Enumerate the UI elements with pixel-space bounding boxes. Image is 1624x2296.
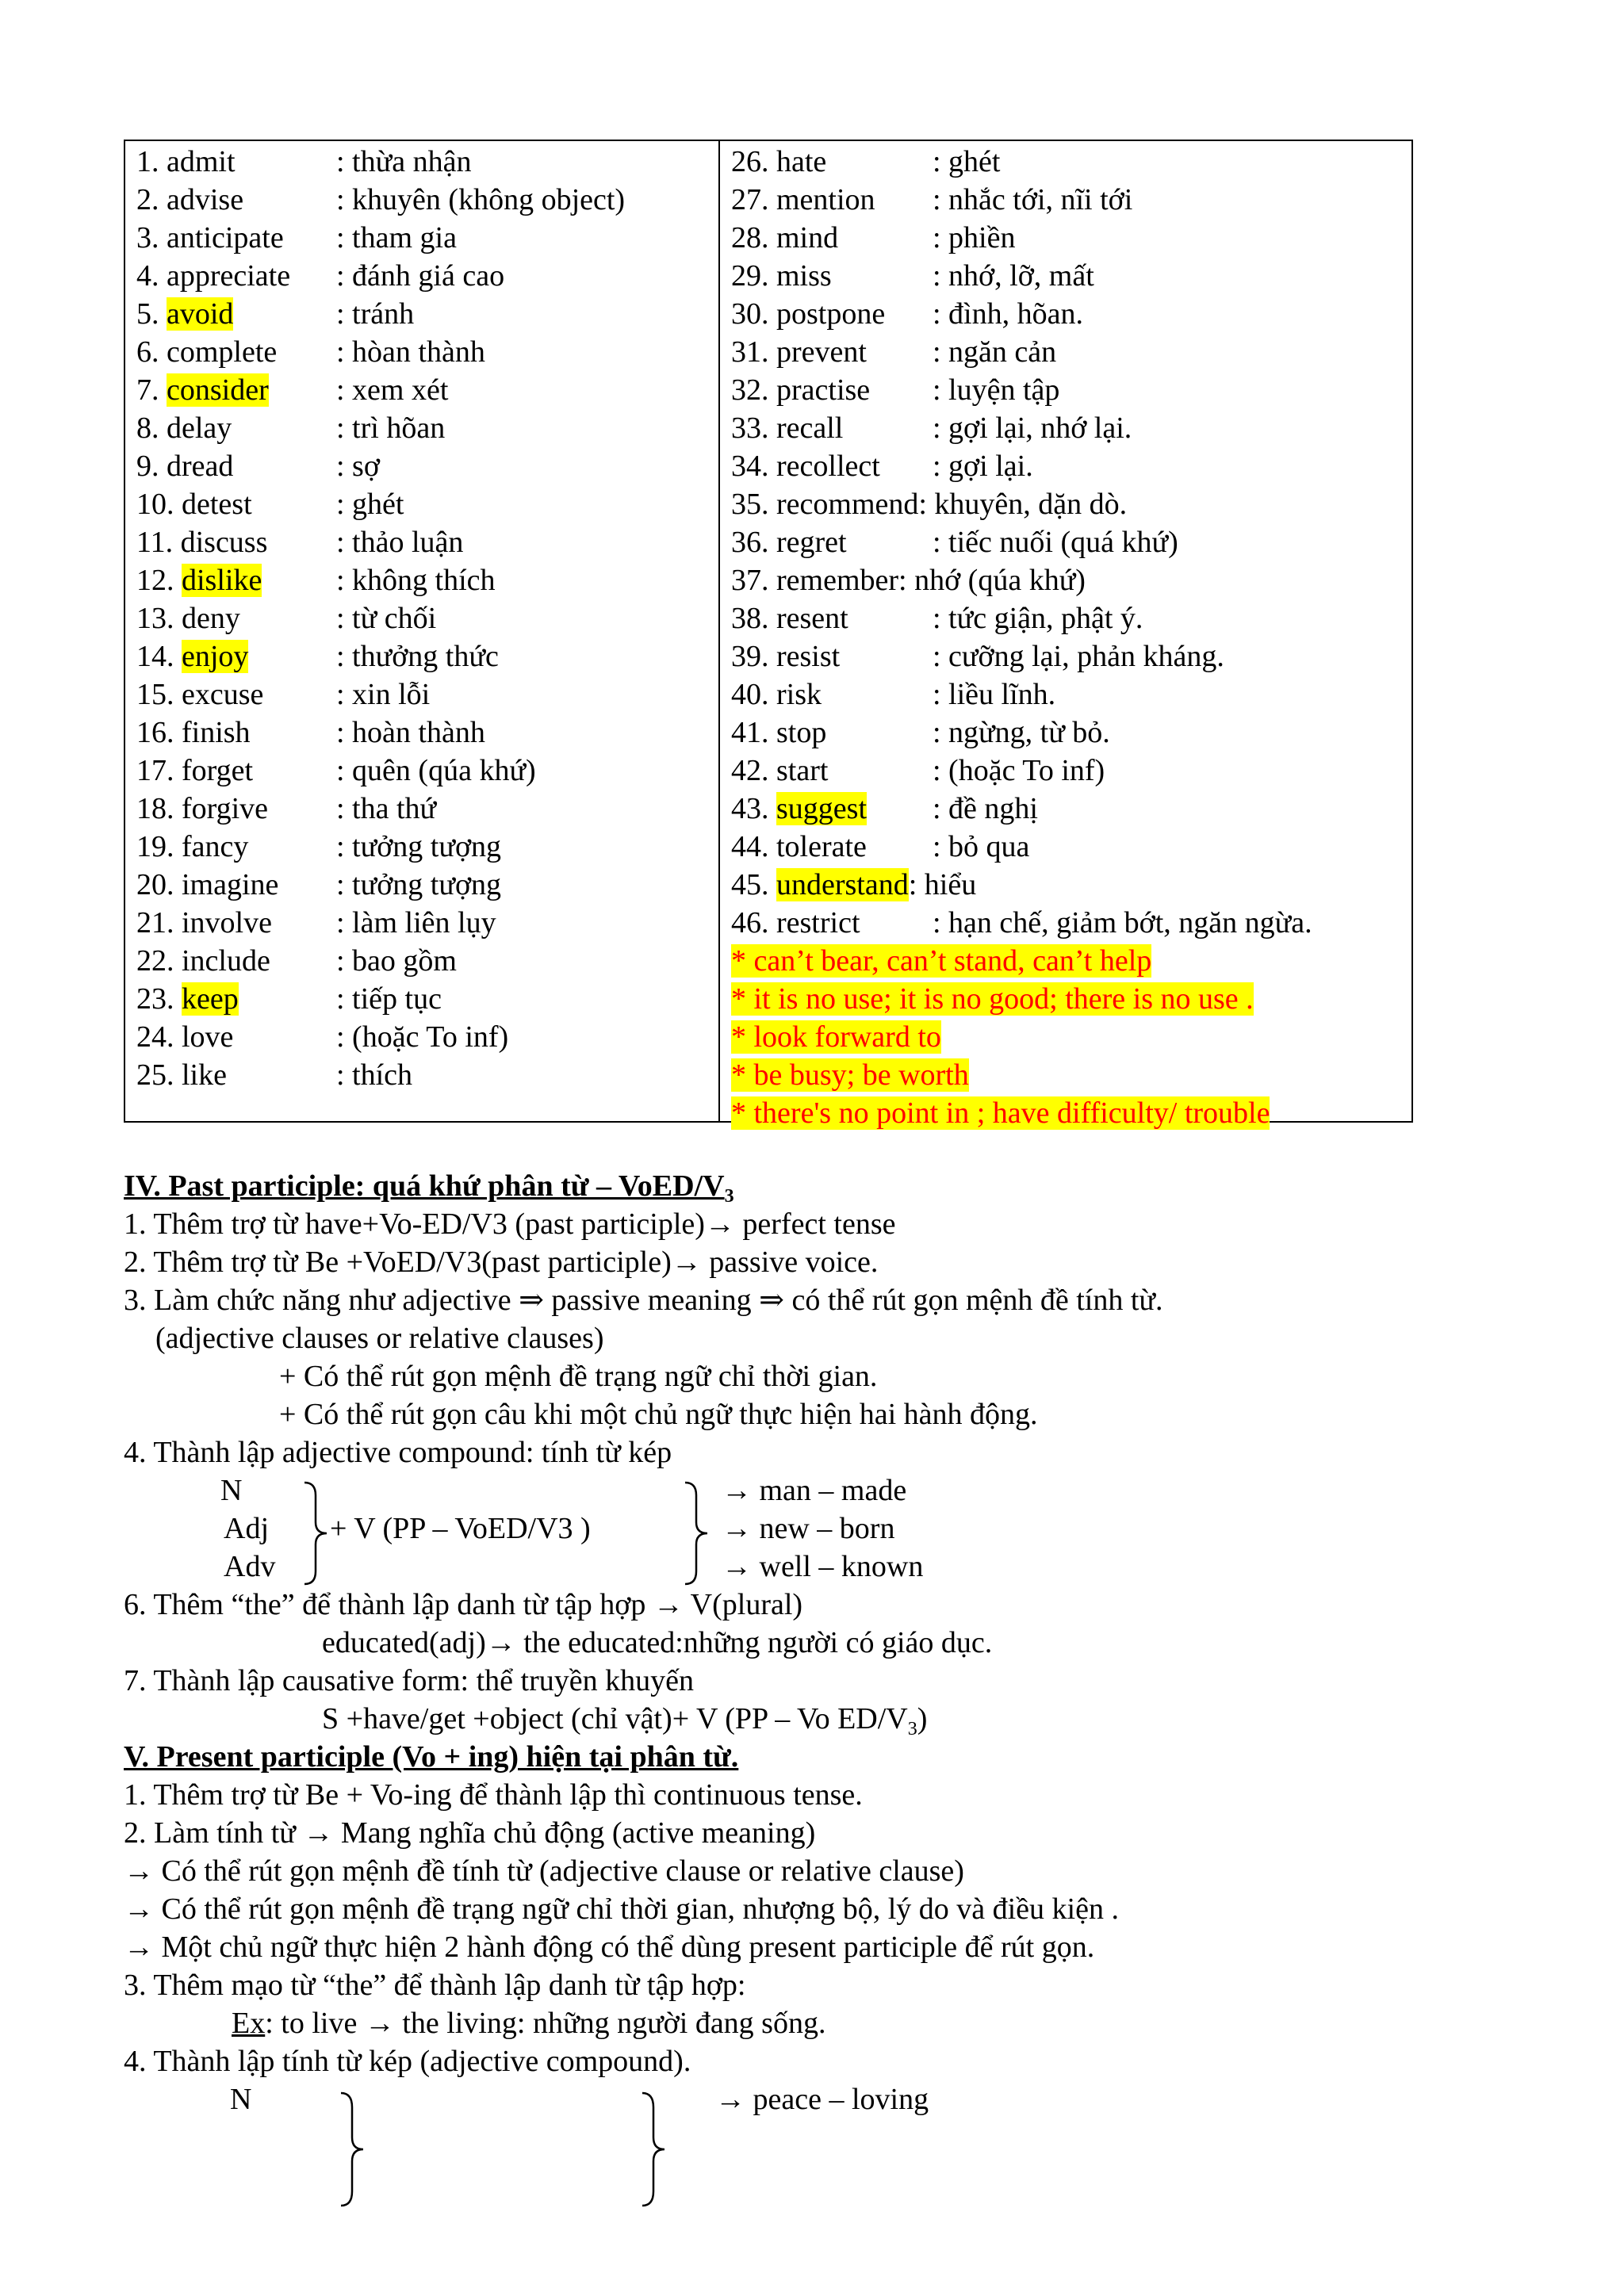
verb-row [731,485,1413,523]
verb-word: 4. appreciate [136,259,291,293]
verb-meaning: : làm liên lụy [336,906,496,939]
verb-word: 37. remember [731,564,899,597]
verb-meaning: : bỏ qua [933,830,1030,863]
verb-word: 15. excuse [136,678,264,711]
compound-example-2: → new – born [722,1512,895,1545]
right-brace-icon [682,1479,714,1587]
verb-meaning: : đề nghị [933,792,1038,825]
verb-word: 44. tolerate [731,830,867,863]
compound-example-1: → man – made [722,1474,907,1507]
special-expression: * can’t bear, can’t stand, can’t help [731,944,1152,978]
verb-word: 7. consider [136,373,269,407]
verb-word: 36. regret [731,526,847,559]
verb-meaning: : hoàn thành [336,716,485,749]
verb-row [731,295,1413,333]
verb-meaning: : hạn chế, giảm bớt, ngăn ngừa. [933,906,1312,939]
verb-row [731,752,1413,790]
verb-row [731,447,1413,485]
verb-meaning: : ghét [336,488,404,521]
compound-adv-label: Adv [224,1550,276,1583]
verb-meaning: : đình, hõan. [933,297,1083,331]
verb-row [731,561,1413,599]
section-v-line-1: 1. Thêm trợ từ Be + Vo-ing để thành lập thì continuous tense. [124,1778,863,1812]
verb-word: 24. love [136,1020,234,1054]
section-iv-line-6b: educated(adj)→ the educated:những người có giáo dục. [322,1626,993,1659]
verb-row [136,828,818,866]
verb-meaning: : luyện tập [933,373,1060,407]
verb-word: 23. keep [136,982,239,1016]
compound-adj-label: Adj [224,1512,269,1545]
verb-meaning: : khuyên, dặn dò. [918,488,1128,521]
section-iv-title: IV. Past participle: quá khứ phân từ – VoED/$V_3$ [124,1169,734,1207]
verb-meaning: : nhớ (qúa khứ) [898,564,1086,597]
section-iv-line-7: 7. Thành lập causative form: thể truyền khuyến [124,1664,694,1697]
special-expression: * look forward to [731,1020,941,1054]
verb-word: 12. dislike [136,564,262,597]
verb-meaning: : ngăn cản [933,335,1057,369]
verb-row [136,485,818,523]
verb-word: 41. stop [731,716,827,749]
verb-word: 27. mention [731,183,875,216]
verb-meaning: : tham gia [336,221,457,254]
verb-meaning: : khuyên (không object) [336,183,626,216]
verb-word: 17. forget [136,754,254,787]
verb-meaning: : hiểu [908,868,977,901]
compound-example-peace-loving: → peace – loving [715,2083,929,2116]
verb-row [136,523,818,561]
verb-meaning: : tiếc nuối (quá khứ) [933,526,1178,559]
verb-row [731,828,1413,866]
verb-meaning: : (hoặc To inf) [336,1020,509,1054]
verb-meaning: : (hoặc To inf) [933,754,1105,787]
verb-row [731,257,1413,295]
verb-row [731,143,1413,181]
verb-meaning: : thảo luận [336,526,464,559]
verb-row [731,523,1413,561]
verb-meaning: : ghét [933,145,1001,178]
verb-word: 16. finish [136,716,251,749]
verb-meaning: : liều lĩnh. [933,678,1056,711]
verb-meaning: : tưởng tượng [336,830,502,863]
verb-row [136,752,818,790]
compound-noun-label: N [220,1474,243,1507]
right-brace-icon [338,2090,370,2209]
verb-word: 38. resent [731,602,848,635]
verb-word: 42. start [731,754,829,787]
verb-word: 22. include [136,944,270,978]
section-iv-line-3: 3. Làm chức năng như adjective ⇒ passive meaning ⇒ có thể rút gọn mệnh đề tính từ. [124,1284,1163,1317]
verb-row [731,714,1413,752]
verb-meaning: : nhớ, lỡ, mất [933,259,1094,293]
verb-row [136,257,818,295]
verb-word: 6. complete [136,335,278,369]
causative-formula: S +have/get +object (chỉ vật)+ V (PP – Vo $ED/V_3$) [322,1702,928,1739]
verb-word: 3. anticipate [136,221,284,254]
verb-meaning: : thưởng thức [336,640,499,673]
section-iv-line-3b: (adjective clauses or relative clauses) [155,1322,604,1355]
verb-word: 32. practise [731,373,871,407]
section-v-line-2: 2. Làm tính từ → Mang nghĩa chủ động (active meaning) [124,1816,816,1850]
verb-meaning: : sợ [336,450,380,483]
verb-row [136,1056,818,1094]
verb-row [136,295,818,333]
verb-row [731,333,1413,371]
verb-word: 1. admit [136,145,236,178]
verb-word: 18. forgive [136,792,269,825]
verb-meaning: : đánh giá cao [336,259,505,293]
verb-word: 34. recollect [731,450,880,483]
verb-word: 19. fancy [136,830,249,863]
verb-row [731,675,1413,714]
verb-word: 8. delay [136,411,232,445]
special-expression: * be busy; be worth [731,1058,969,1092]
verb-meaning: : cưỡng lại, phản kháng. [933,640,1224,673]
section-v-line-2a: → Có thể rút gọn mệnh đề tính từ (adjective clause or relative clause) [124,1854,964,1888]
section-iv-line-6: 6. Thêm “the” để thành lập danh từ tập hợp → V(plural) [124,1588,803,1621]
section-iv-line-4: 4. Thành lập adjective compound: tính từ kép [124,1436,672,1469]
section-iv-line-3c: + Có thể rút gọn mệnh đề trạng ngữ chỉ thời gian. [279,1360,878,1393]
verb-word: 10. detest [136,488,252,521]
verb-meaning: : trì hõan [336,411,446,445]
verb-word: 30. postpone [731,297,886,331]
verb-meaning: : gợi lại, nhớ lại. [933,411,1132,445]
verb-meaning: : hòan thành [336,335,485,369]
verb-word: 25. like [136,1058,227,1092]
verb-row [136,409,818,447]
verb-meaning: : xem xét [336,373,449,407]
section-v-line-3: 3. Thêm mạo từ “the” để thành lập danh từ tập hợp: [124,1969,746,2002]
special-expression: * there's no point in ; have difficulty/ trouble [731,1096,1270,1130]
verb-row [136,942,818,980]
verb-word: 2. advise [136,183,244,216]
verb-meaning: : xin lỗi [336,678,431,711]
verb-row [136,866,818,904]
verb-row [136,181,818,219]
verb-row [136,714,818,752]
verb-meaning: : thừa nhận [336,145,472,178]
verb-row [731,181,1413,219]
verb-meaning: : tiếp tục [336,982,442,1016]
verb-meaning: : từ chối [336,602,437,635]
verb-meaning: : bao gồm [336,944,457,978]
verb-row [731,904,1413,942]
verb-meaning: : gợi lại. [933,450,1033,483]
verb-word: 26. hate [731,145,827,178]
verb-meaning: : quên (qúa khứ) [336,754,536,787]
section-iv-line-1: 1. Thêm trợ từ have+Vo-ED/V3 (past participle)→ perfect tense [124,1207,896,1241]
verb-meaning: : tránh [336,297,415,331]
verb-word: 35. recommend [731,488,919,521]
verb-meaning: : nhắc tới, nĩi tới [933,183,1133,216]
verb-row [136,447,818,485]
section-v-line-2c: → Một chủ ngữ thực hiện 2 hành động có thể dùng present participle để rút gọn. [124,1931,1095,1964]
verb-word: 13. deny [136,602,240,635]
verb-meaning: : phiền [933,221,1016,254]
verb-row [136,904,818,942]
verb-meaning: : không thích [336,564,496,597]
verb-word: 31. prevent [731,335,867,369]
verb-word: 43. suggest [731,792,867,825]
right-brace-icon [301,1479,333,1587]
verb-row [136,219,818,257]
verb-meaning: : tức giận, phật ý. [933,602,1143,635]
verb-word: 46. restrict [731,906,860,939]
verb-row [731,219,1413,257]
verb-row [136,333,818,371]
section-v-line-4: 4. Thành lập tính từ kép (adjective compound). [124,2045,691,2078]
compound-formula: + V (PP – VoED/V3 ) [330,1512,591,1545]
verb-row [136,790,818,828]
verb-row [731,790,1413,828]
verb-meaning: : thích [336,1058,413,1092]
verb-word: 11. discuss [136,526,268,559]
verb-word: 5. avoid [136,297,234,331]
section-v-title: V. Present participle (Vo + ing) hiện tại phân từ. [124,1740,739,1774]
verb-word: 28. mind [731,221,839,254]
verb-row [731,866,1413,904]
verb-word: 29. miss [731,259,832,293]
verb-row [136,561,818,599]
verb-word: 9. dread [136,450,234,483]
compound-noun-label-2: N [230,2083,252,2116]
section-iv-line-2: 2. Thêm trợ từ Be +VoED/V3(past participle)→ passive voice. [124,1246,879,1279]
special-expression: * it is no use; it is no good; there is no use . [731,982,1254,1016]
section-v-line-2b: → Có thể rút gọn mệnh đề trạng ngữ chỉ thời gian, nhượng bộ, lý do và điều kiện . [124,1892,1119,1926]
verb-row [731,409,1413,447]
verb-row [136,637,818,675]
verb-row [136,599,818,637]
verb-row [136,675,818,714]
verb-word: 33. recall [731,411,844,445]
verb-meaning: : tha thứ [336,792,437,825]
verb-row [731,637,1413,675]
section-iv-line-3d: + Có thể rút gọn câu khi một chủ ngữ thực hiện hai hành động. [279,1398,1038,1431]
right-brace-icon [639,2090,671,2209]
verb-word: 20. imagine [136,868,279,901]
verb-row [731,371,1413,409]
verb-word: 21. involve [136,906,272,939]
verb-word: 14. enjoy [136,640,249,673]
verb-row [731,599,1413,637]
verb-row [136,143,818,181]
verb-word: 45. understand [731,868,909,901]
verb-row [136,371,818,409]
verb-row [136,980,818,1018]
verb-row [136,1018,818,1056]
verb-word: 39. resist [731,640,841,673]
compound-example-3: → well – known [722,1550,924,1583]
section-v-example: Ex: to live → the living: những người đang sống. [232,2007,826,2040]
verb-meaning: : ngừng, từ bỏ. [933,716,1110,749]
verb-meaning: : tưởng tượng [336,868,502,901]
verb-word: 40. risk [731,678,822,711]
